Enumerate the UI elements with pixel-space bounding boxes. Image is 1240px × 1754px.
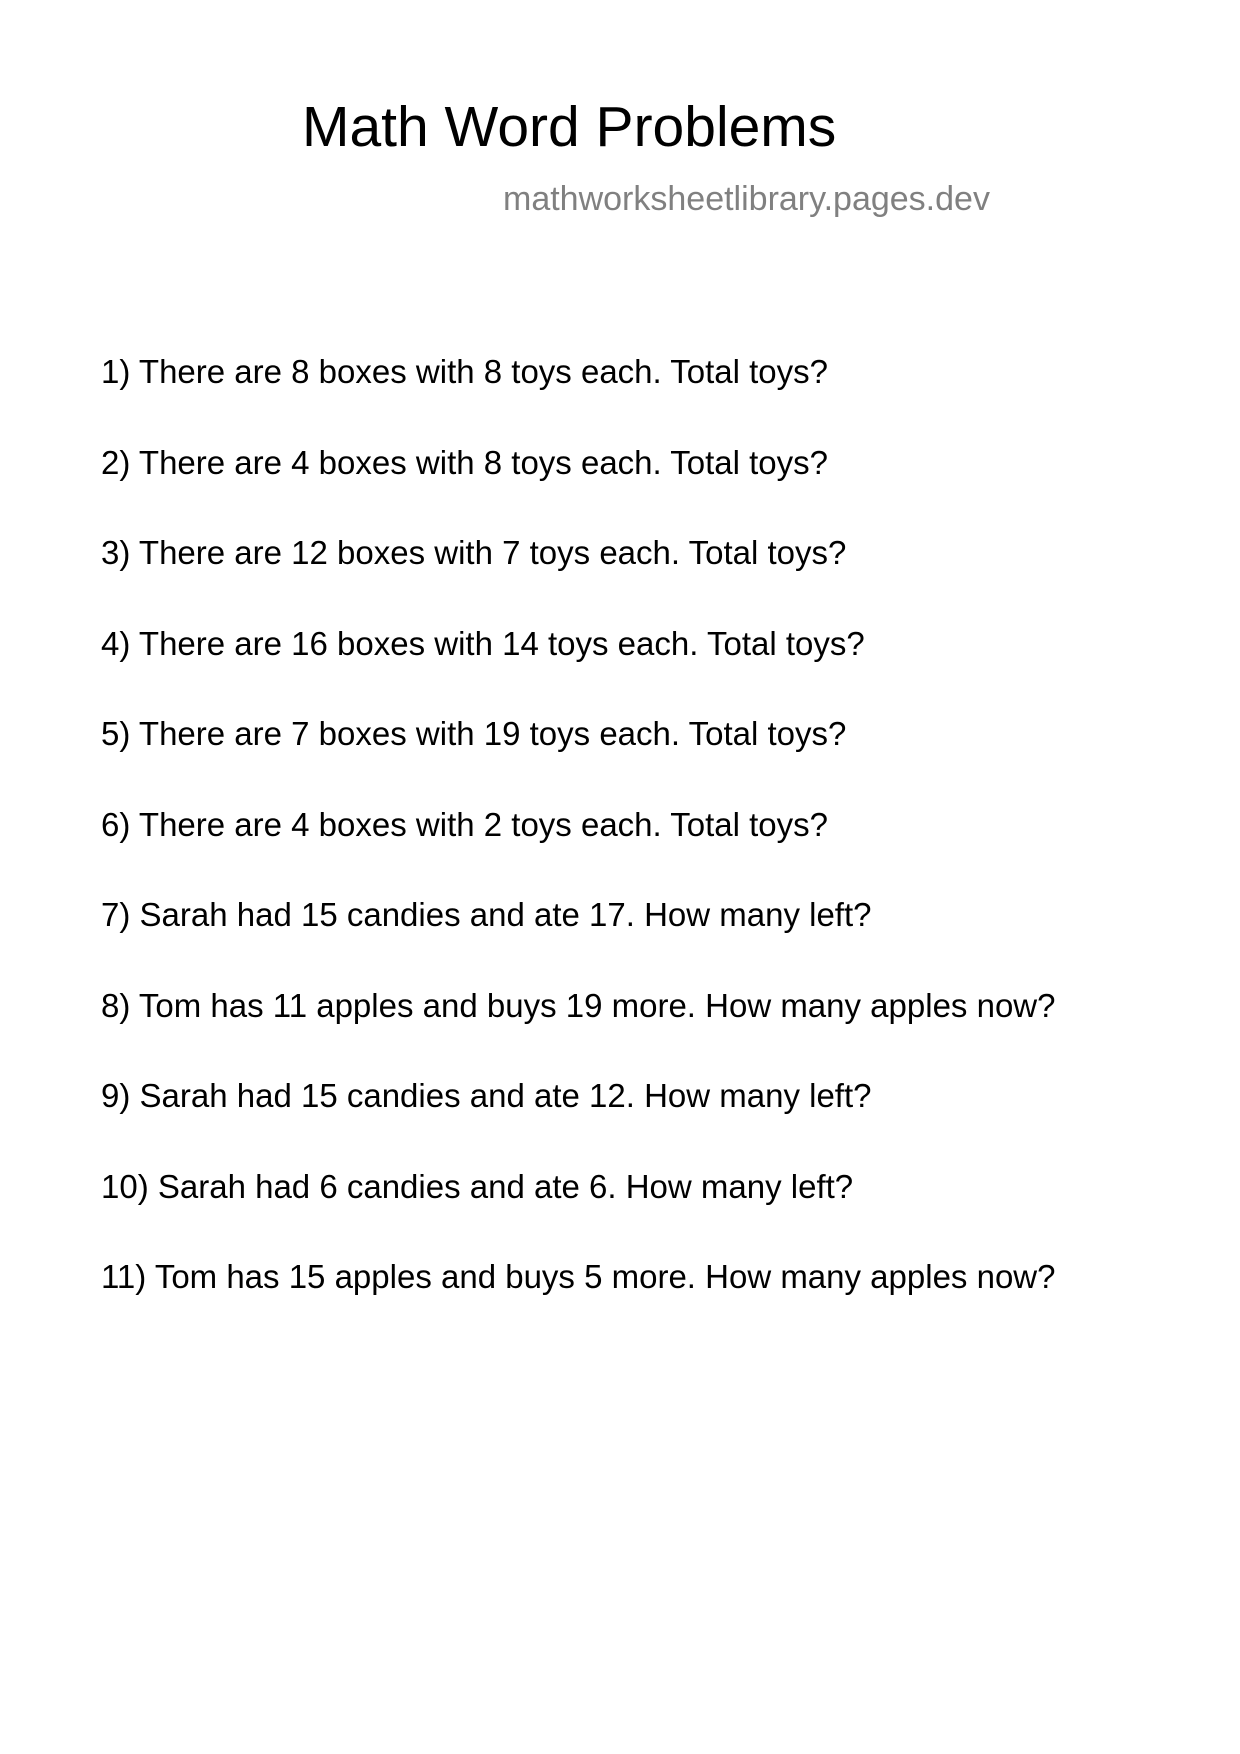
problem-3: 3) There are 12 boxes with 7 toys each. Total toys? (101, 534, 847, 571)
source-site: mathworksheetlibrary.pages.dev (503, 180, 990, 218)
problem-10: 10) Sarah had 6 candies and ate 6. How many left? (101, 1167, 854, 1205)
problem-1: 1) There are 8 boxes with 8 toys each. Total toys? (101, 353, 829, 390)
problem-11: 11) Tom has 15 apples and buys 5 more. How many apples now? (101, 1258, 1056, 1295)
problem-list (101, 350, 1056, 1346)
problem-4: 4) There are 16 boxes with 14 toys each. Total toys? (101, 624, 865, 662)
problem-7: 7) Sarah had 15 candies and ate 17. How many left? (101, 896, 872, 933)
problem-9: 9) Sarah had 15 candies and ate 12. How many left? (101, 1077, 872, 1114)
problem-5: 5) There are 7 boxes with 19 toys each. Total toys? (101, 715, 847, 752)
problem-6: 6) There are 4 boxes with 2 toys each. Total toys? (101, 805, 829, 843)
problem-2: 2) There are 4 boxes with 8 toys each. Total toys? (101, 443, 829, 481)
worksheet-title: Math Word Problems (302, 95, 837, 159)
problem-8: 8) Tom has 11 apples and buys 19 more. How many apples now? (101, 986, 1056, 1024)
